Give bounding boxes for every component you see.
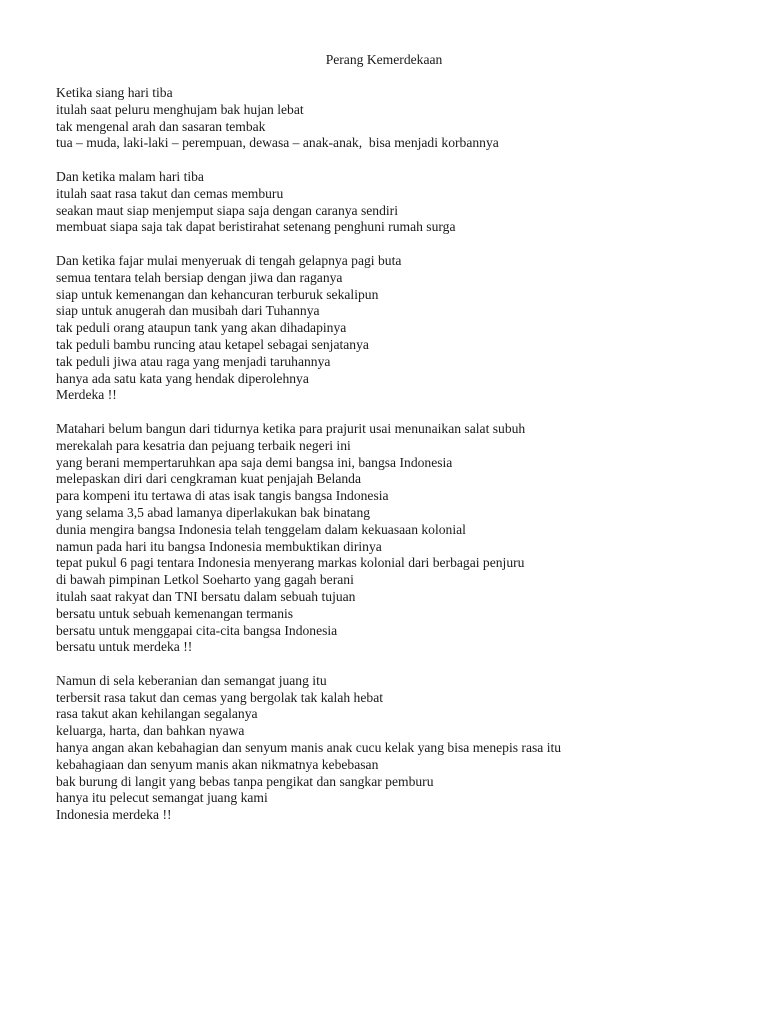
poem-line: hanya angan akan kebahagian dan senyum manis anak cucu kelak yang bisa menepis rasa itu (56, 740, 562, 756)
poem-line: itulah saat peluru menghujam bak hujan lebat (56, 101, 304, 117)
poem-line: Matahari belum bangun dari tidurnya ketika para prajurit usai menunaikan salat subuh (56, 420, 526, 436)
poem-line: tua – muda, laki-laki – perempuan, dewasa – anak-anak, bisa menjadi korbannya (56, 135, 499, 151)
poem-line: semua tentara telah bersiap dengan jiwa dan raganya (56, 269, 343, 285)
poem-line: Dan ketika malam hari tiba (56, 168, 204, 184)
poem-line: siap untuk anugerah dan musibah dari Tuhannya (56, 303, 320, 319)
poem-line: melepaskan diri dari cengkraman kuat penjajah Belanda (56, 471, 361, 487)
poem-stanza (56, 169, 746, 236)
poem-line: Namun di sela keberanian dan semangat juang itu (56, 672, 327, 688)
poem-body (56, 85, 746, 841)
poem-line: bak burung di langit yang bebas tanpa pengikat dan sangkar pemburu (56, 773, 434, 789)
poem-stanza (56, 253, 746, 404)
poem-line: Dan ketika fajar mulai menyeruak di tengah gelapnya pagi buta (56, 252, 402, 268)
poem-line: yang berani mempertaruhkan apa saja demi bangsa ini, bangsa Indonesia (56, 454, 453, 470)
poem-line: bersatu untuk menggapai cita-cita bangsa Indonesia (56, 622, 338, 638)
poem-stanza (56, 421, 746, 656)
poem-line: tak peduli jiwa atau raga yang menjadi taruhannya (56, 353, 331, 369)
poem-line: merekalah para kesatria dan pejuang terbaik negeri ini (56, 437, 351, 453)
poem-line: Indonesia merdeka !! (56, 807, 172, 823)
poem-line: hanya ada satu kata yang hendak diperolehnya (56, 370, 309, 386)
poem-line: di bawah pimpinan Letkol Soeharto yang gagah berani (56, 572, 354, 588)
poem-line: Merdeka !! (56, 387, 117, 403)
poem-line: tak peduli orang ataupun tank yang akan dihadapinya (56, 320, 347, 336)
poem-line: dunia mengira bangsa Indonesia telah tenggelam dalam kekuasaan kolonial (56, 521, 466, 537)
poem-line: keluarga, harta, dan bahkan nyawa (56, 723, 245, 739)
poem-line: itulah saat rakyat dan TNI bersatu dalam sebuah tujuan (56, 588, 356, 604)
poem-line: namun pada hari itu bangsa Indonesia membuktikan dirinya (56, 538, 382, 554)
poem-line: kebahagiaan dan senyum manis akan nikmatnya kebebasan (56, 756, 379, 772)
poem-line: itulah saat rasa takut dan cemas memburu (56, 185, 284, 201)
poem-line: seakan maut siap menjemput siapa saja dengan caranya sendiri (56, 202, 398, 218)
poem-line: hanya itu pelecut semangat juang kami (56, 790, 268, 806)
poem-line: tepat pukul 6 pagi tentara Indonesia menyerang markas kolonial dari berbagai penjuru (56, 555, 525, 571)
poem-line: rasa takut akan kehilangan segalanya (56, 706, 258, 722)
poem-line: tak peduli bambu runcing atau ketapel sebagai senjatanya (56, 336, 369, 352)
poem-line: yang selama 3,5 abad lamanya diperlakukan bak binatang (56, 504, 371, 520)
poem-line: membuat siapa saja tak dapat beristirahat setenang penghuni rumah surga (56, 219, 456, 235)
poem-line: tak mengenal arah dan sasaran tembak (56, 118, 266, 134)
poem-line: Ketika siang hari tiba (56, 85, 173, 100)
poem-line: para kompeni itu tertawa di atas isak tangis bangsa Indonesia (56, 488, 389, 504)
poem-stanza (56, 673, 746, 824)
poem-stanza (56, 85, 746, 152)
poem-line: terbersit rasa takut dan cemas yang bergolak tak kalah hebat (56, 689, 383, 705)
poem-line: bersatu untuk merdeka !! (56, 639, 193, 655)
poem-line: siap untuk kemenangan dan kehancuran terburuk sekalipun (56, 286, 379, 302)
poem-line: bersatu untuk sebuah kemenangan termanis (56, 605, 294, 621)
page-title: Perang Kemerdekaan (325, 52, 443, 67)
